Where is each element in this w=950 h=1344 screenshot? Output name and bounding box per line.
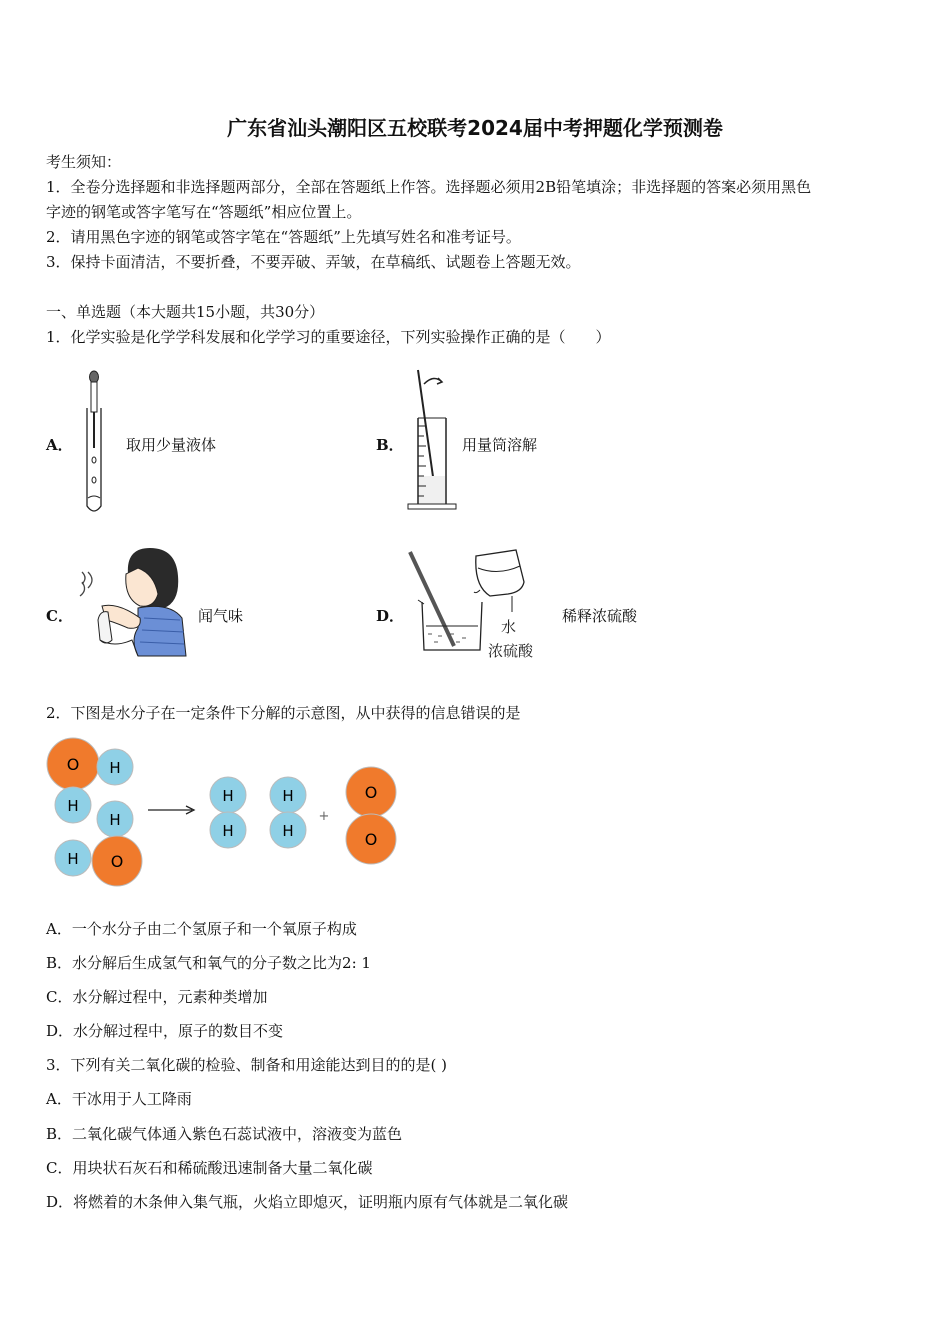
notice-line-2: 字迹的钢笔或答字笔写在“答题纸”相应位置上。 bbox=[46, 203, 362, 221]
label-conc-acid: 浓硫酸 bbox=[488, 642, 534, 660]
dropper-test-tube-figure bbox=[76, 368, 116, 518]
hydrogen-molecule-2 bbox=[270, 777, 306, 848]
oxygen-label: O bbox=[364, 783, 378, 802]
page-title: 广东省汕头潮阳区五校联考2024届中考押题化学预测卷 bbox=[227, 116, 723, 140]
hydrogen-label: H bbox=[222, 822, 234, 840]
q1-option-b-letter: B． bbox=[376, 436, 404, 454]
q1-option-d-letter: D． bbox=[376, 607, 405, 625]
notice-line-1: 1．全卷分选择题和非选择题两部分，全部在答题纸上作答。选择题必须用2B铅笔填涂；非选择题的答案必须用黑色 bbox=[46, 178, 812, 196]
oxygen-label: O bbox=[364, 830, 378, 849]
q1-option-d-text: 稀释浓硫酸 bbox=[562, 607, 638, 625]
q1-option-a-letter: A． bbox=[46, 436, 73, 454]
oxygen-label: O bbox=[66, 755, 80, 774]
notice-line-4: 3．保持卡面清洁，不要折叠，不要弄破、弄皱，在草稿纸、试题卷上答题无效。 bbox=[46, 253, 581, 271]
label-water: 水 bbox=[501, 618, 517, 636]
hydrogen-label: H bbox=[222, 787, 234, 805]
notice-line-3: 2．请用黑色字迹的钢笔或答字笔在“答题纸”上先填写姓名和准考证号。 bbox=[46, 228, 521, 246]
q2-option-c: C．水分解过程中，元素种类增加 bbox=[46, 988, 268, 1006]
q2-option-d: D．水分解过程中，原子的数目不变 bbox=[46, 1022, 284, 1040]
q3-option-b: B．二氧化碳气体通入紫色石蕊试液中，溶液变为蓝色 bbox=[46, 1125, 403, 1143]
oxygen-molecule bbox=[346, 767, 396, 864]
q3-stem: 3．下列有关二氧化碳的检验、制备和用途能达到目的的是( ) bbox=[46, 1056, 448, 1074]
q3-option-c: C．用块状石灰石和稀硫酸迅速制备大量二氧化碳 bbox=[46, 1159, 373, 1177]
hydrogen-label: H bbox=[282, 787, 294, 805]
section-heading: 一、单选题（本大题共15小题，共30分） bbox=[46, 303, 325, 321]
q2-stem: 2．下图是水分子在一定条件下分解的示意图，从中获得的信息错误的是 bbox=[46, 704, 521, 722]
q2-option-b: B．水分解后生成氢气和氧气的分子数之比为2: 1 bbox=[46, 954, 371, 972]
q1-stem: 1．化学实验是化学学科发展和化学学习的重要途径，下列实验操作正确的是（ ） bbox=[46, 328, 611, 346]
plus-sign: + bbox=[318, 809, 330, 824]
notice-heading: 考生须知： bbox=[46, 153, 122, 171]
hydrogen-label: H bbox=[109, 811, 121, 829]
q3-option-d: D．将燃着的木条伸入集气瓶，火焰立即熄灭，证明瓶内原有气体就是二氧化碳 bbox=[46, 1193, 569, 1211]
q1-option-c-text: 闻气味 bbox=[198, 607, 244, 625]
oxygen-label: O bbox=[110, 852, 124, 871]
water-decomposition-diagram bbox=[42, 736, 412, 892]
q3-option-a: A．干冰用于人工降雨 bbox=[46, 1090, 192, 1108]
q1-option-c-letter: C． bbox=[46, 607, 73, 625]
dilute-acid-figure bbox=[404, 546, 548, 662]
graduated-cylinder-figure bbox=[402, 366, 464, 514]
hydrogen-label: H bbox=[109, 759, 121, 777]
hydrogen-molecule-1 bbox=[210, 777, 246, 848]
hydrogen-label: H bbox=[282, 822, 294, 840]
q1-option-b-text: 用量筒溶解 bbox=[462, 436, 538, 454]
q1-option-a-text: 取用少量液体 bbox=[126, 436, 217, 454]
reaction-arrow bbox=[148, 806, 194, 814]
q2-option-a: A．一个水分子由二个氢原子和一个氧原子构成 bbox=[46, 920, 357, 938]
hydrogen-label: H bbox=[67, 797, 79, 815]
smelling-gas-figure bbox=[78, 544, 190, 662]
hydrogen-label: H bbox=[67, 850, 79, 868]
